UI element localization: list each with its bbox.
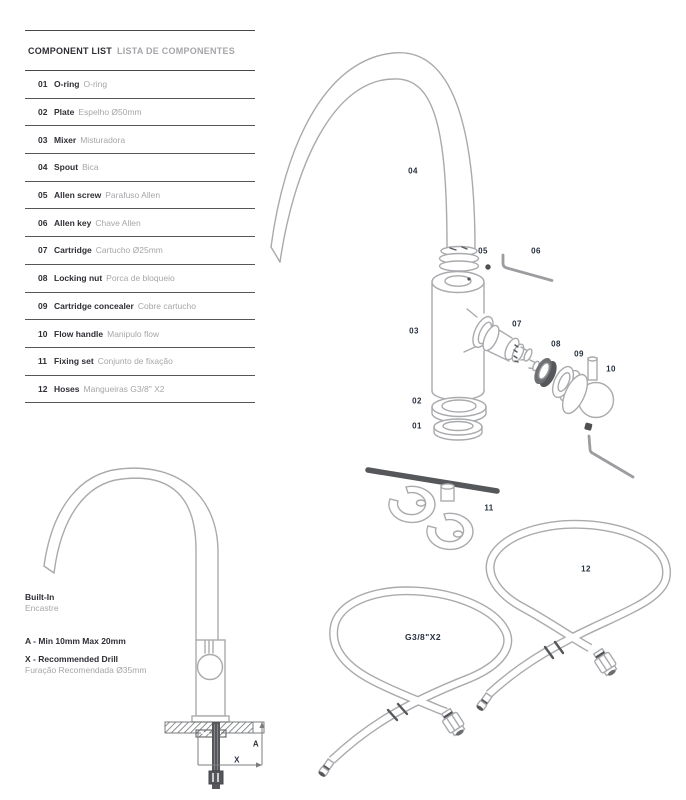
o-ring-drawing: [434, 419, 482, 440]
item-name-en: Flow handle: [54, 328, 104, 339]
part-label-07: 07: [512, 319, 522, 329]
cartridge-drawing: [480, 323, 541, 371]
list-item: [25, 126, 255, 154]
spout-joint-drawing: [440, 247, 479, 272]
item-number: 10: [38, 328, 48, 339]
item-name-pt: Misturadora: [80, 134, 126, 145]
item-name-pt: Espelho Ø50mm: [78, 107, 142, 118]
component-list: [25, 30, 255, 403]
part-label-03: 03: [409, 326, 419, 336]
handle-set-screw-drawing: [584, 422, 633, 477]
list-item: [25, 99, 255, 127]
item-name-en: Plate: [54, 107, 75, 118]
item-number: 09: [38, 300, 48, 311]
hoses-illustration: [318, 524, 667, 778]
item-name-en: Spout: [54, 162, 79, 173]
item-number: 12: [38, 383, 48, 394]
item-number: 06: [38, 217, 48, 228]
list-item: [25, 348, 255, 376]
part-label-05: 05: [478, 246, 488, 256]
list-item: [25, 320, 255, 348]
item-name-en: Allen screw: [54, 190, 102, 201]
part-label-11: 11: [484, 503, 494, 513]
note-dimension-x-sub: Furação Recomendada Ø35mm: [25, 665, 147, 676]
part-label-02: 02: [412, 396, 422, 406]
spacer: [25, 614, 146, 636]
spout-drawing: [271, 53, 475, 262]
list-item: [25, 154, 255, 182]
list-item: [25, 182, 255, 210]
item-name-en: Cartridge concealer: [54, 300, 134, 311]
exploded-faucet-illustration: [271, 53, 633, 477]
item-name-pt: Parafuso Allen: [105, 190, 161, 201]
item-number: 01: [38, 79, 48, 90]
item-number: 05: [38, 190, 48, 201]
part-label-08: 08: [551, 339, 561, 349]
item-name-en: Fixing set: [54, 356, 94, 367]
item-name-en: Hoses: [54, 383, 80, 394]
item-name-pt: Mangueiras G3/8" X2: [83, 383, 165, 394]
part-label-01: 01: [412, 421, 422, 431]
component-list-title-en: COMPONENT LIST: [28, 45, 112, 56]
component-list-title-pt: LISTA DE COMPONENTES: [117, 45, 236, 56]
item-name-pt: Chave Allen: [95, 217, 141, 228]
part-label-04: 04: [408, 166, 418, 176]
item-number: 04: [38, 162, 48, 173]
built-in-subtitle: Encastre: [25, 603, 59, 614]
list-item: [25, 237, 255, 265]
note-dimension-x: X - Recommended Drill: [25, 654, 119, 665]
item-name-pt: O-ring: [83, 79, 108, 90]
part-label-06: 06: [531, 246, 541, 256]
part-label-10: 10: [606, 364, 616, 374]
item-name-en: Allen key: [54, 217, 92, 228]
list-item: [25, 376, 255, 404]
dimension-label-a: A: [252, 739, 260, 749]
item-name-pt: Manipulo flow: [107, 328, 160, 339]
list-item: [25, 209, 255, 237]
part-label-09: 09: [574, 349, 584, 359]
item-name-pt: Cartucho Ø25mm: [95, 245, 163, 256]
item-name-pt: Porca de bloqueio: [106, 273, 175, 284]
fixing-set-illustration: [368, 470, 497, 549]
component-list-header: [25, 31, 255, 71]
dimension-label-x: X: [234, 755, 240, 765]
item-name-pt: Bica: [82, 162, 99, 173]
built-in-notes: [25, 592, 146, 676]
note-dimension-a: A - Min 10mm Max 20mm: [25, 636, 126, 647]
list-item: [25, 265, 255, 293]
list-item: [25, 71, 255, 99]
item-number: 08: [38, 273, 48, 284]
item-number: 02: [38, 107, 48, 118]
item-name-en: Locking nut: [54, 273, 103, 284]
item-number: 11: [38, 356, 47, 367]
item-name-pt: Cobre cartucho: [137, 300, 196, 311]
built-in-title: Built-In: [25, 592, 55, 602]
hose-right-drawing: [476, 524, 667, 712]
part-label-12: 12: [581, 564, 591, 574]
hose-spec-label: G3/8"X2: [404, 632, 442, 642]
item-name-en: Mixer: [54, 134, 77, 145]
list-item: [25, 293, 255, 321]
spacer: [25, 647, 146, 654]
item-name-pt: Conjunto de fixação: [97, 356, 173, 367]
hose-left-drawing: [318, 591, 508, 778]
item-number: 03: [38, 134, 48, 145]
item-number: 07: [38, 245, 48, 256]
item-name-en: Cartridge: [54, 245, 92, 256]
item-name-en: O-ring: [54, 79, 80, 90]
allen-key-drawing: [503, 255, 552, 281]
allen-screw-drawing: [485, 264, 490, 269]
